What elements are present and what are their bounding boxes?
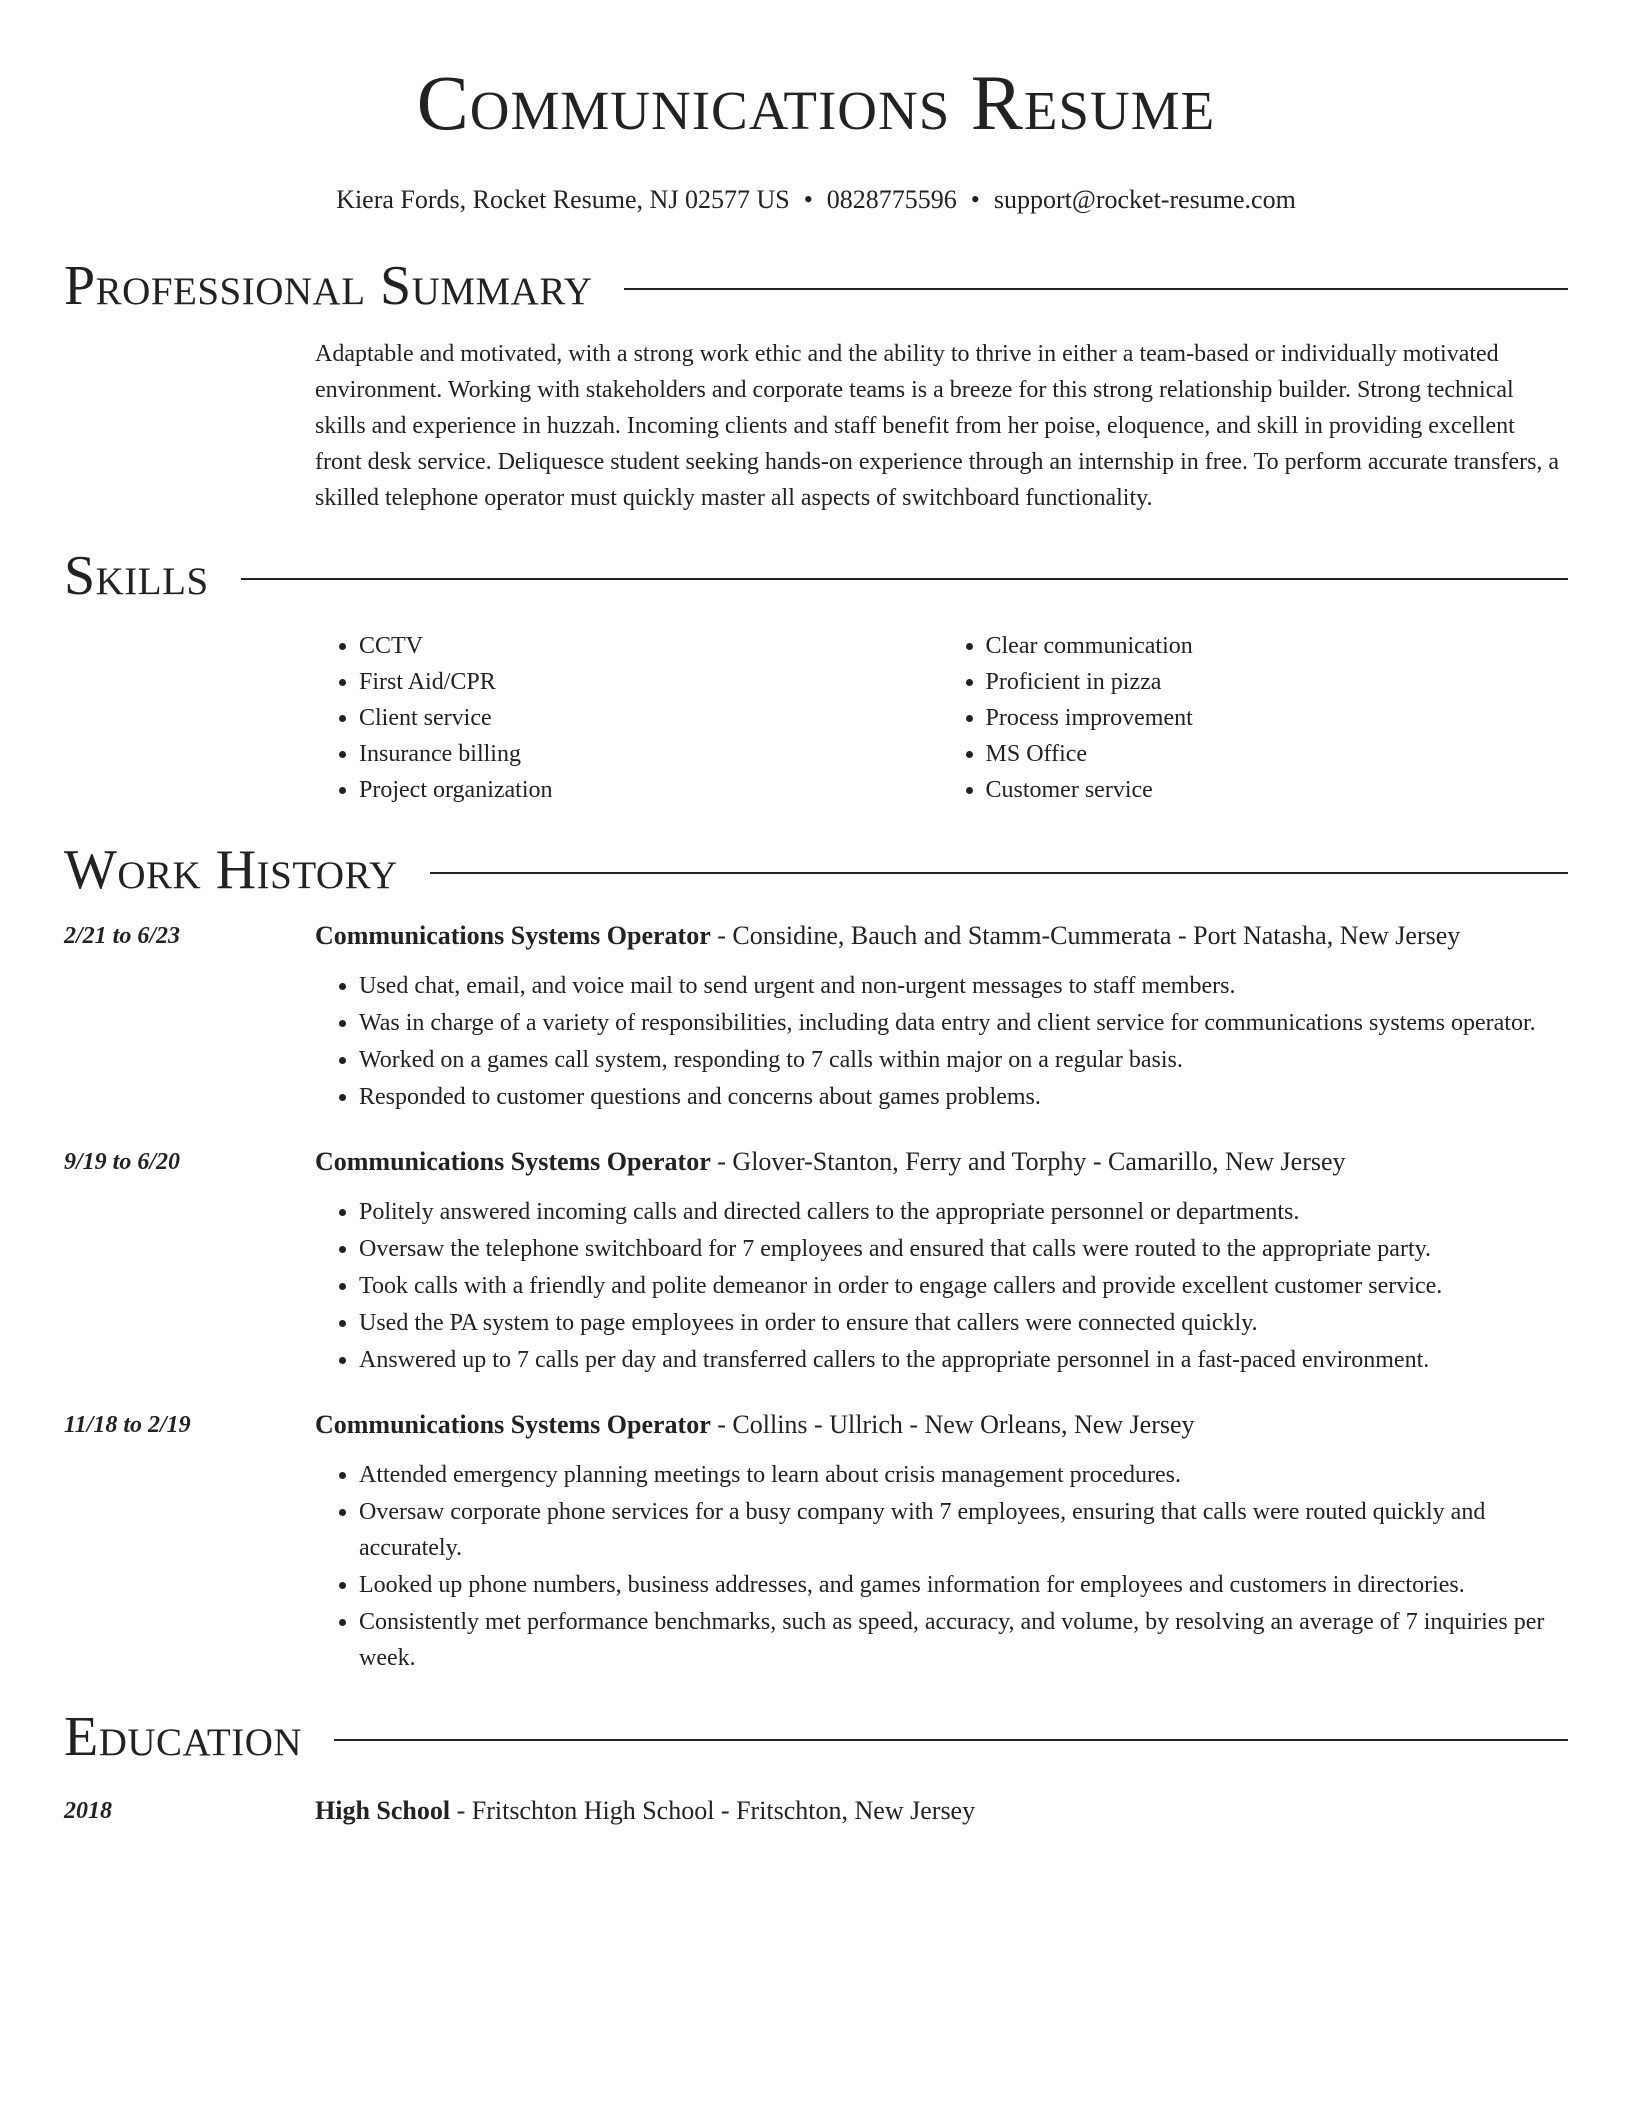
skill-item: • Customer service: [986, 772, 1569, 808]
section-divider: [430, 872, 1568, 874]
summary-section-header: [64, 254, 1568, 318]
job-heading: [315, 1144, 1568, 1180]
education-school: - Fritschton High School - Fritschton, New Jersey: [450, 1796, 976, 1825]
skills-section-header: [64, 544, 1568, 608]
job-bullet: • Used chat, email, and voice mail to send urgent and non-urgent messages to staff members.: [359, 968, 1568, 1004]
job-bullets: [315, 1194, 1568, 1378]
job-bullet: • Used the PA system to page employees in order to ensure that callers were connected quickly.: [359, 1305, 1568, 1341]
job-title: Communications Systems Operator: [315, 921, 711, 950]
job-employer: - Glover-Stanton, Ferry and Torphy - Camarillo, New Jersey: [710, 1147, 1346, 1176]
job-title: Communications Systems Operator: [315, 1410, 711, 1439]
section-divider: [241, 578, 1568, 580]
section-divider: [624, 288, 1568, 290]
skills-column-left: [315, 628, 942, 808]
job-bullet: • Looked up phone numbers, business addresses, and games information for employees and customers in directories.: [359, 1567, 1568, 1603]
job-bullet: • Politely answered incoming calls and directed callers to the appropriate personnel or departments.: [359, 1194, 1568, 1230]
contact-separator: •: [970, 185, 980, 214]
contact-separator: •: [803, 185, 813, 214]
resume-title: Communications Resume: [416, 59, 1216, 146]
job-bullet: • Consistently met performance benchmarks, such as speed, accuracy, and volume, by resolving an average of 7 inquiries per week.: [359, 1604, 1568, 1676]
skill-item: • Project organization: [359, 772, 942, 808]
job-entry: [64, 1407, 1568, 1677]
skill-item: • CCTV: [359, 628, 942, 664]
education-heading: Education: [64, 1706, 303, 1768]
job-dates: 9/19 to 6/20: [64, 1149, 181, 1175]
education-entry: [64, 1793, 1568, 1829]
summary-heading: Professional Summary: [64, 255, 593, 317]
job-heading: [315, 1407, 1568, 1443]
job-bullet: • Oversaw corporate phone services for a busy company with 7 employees, ensuring that calls were routed quickly and accurately.: [359, 1494, 1568, 1566]
contact-phone: 0828775596: [826, 185, 957, 214]
skills-list: [315, 628, 1568, 808]
skills-heading: Skills: [64, 545, 209, 607]
job-heading: [315, 918, 1568, 954]
contact-line: [64, 184, 1568, 216]
job-bullet: • Was in charge of a variety of responsibilities, including data entry and client service for communications systems operator.: [359, 1005, 1568, 1041]
work-history: [64, 918, 1568, 1677]
job-dates: 11/18 to 2/19: [64, 1412, 191, 1438]
skill-item: • Insurance billing: [359, 736, 942, 772]
skill-item: • Proficient in pizza: [986, 664, 1569, 700]
job-entry: [64, 918, 1568, 1116]
contact-address: Kiera Fords, Rocket Resume, NJ 02577 US: [336, 185, 790, 214]
job-entry: [64, 1144, 1568, 1379]
job-bullet: • Oversaw the telephone switchboard for 7 employees and ensured that calls were routed to the appropriate party.: [359, 1231, 1568, 1267]
job-dates: 2/21 to 6/23: [64, 923, 181, 949]
skill-item: • Clear communication: [986, 628, 1569, 664]
work-heading: Work History: [64, 839, 398, 901]
skill-item: • MS Office: [986, 736, 1569, 772]
job-bullet: • Responded to customer questions and concerns about games problems.: [359, 1079, 1568, 1115]
education-year: 2018: [64, 1798, 112, 1824]
job-title: Communications Systems Operator: [315, 1147, 711, 1176]
skills-column-right: [942, 628, 1569, 808]
skill-item: • Process improvement: [986, 700, 1569, 736]
education-section-header: [64, 1705, 1568, 1769]
job-bullet: • Attended emergency planning meetings to learn about crisis management procedures.: [359, 1457, 1568, 1493]
job-bullet: • Took calls with a friendly and polite demeanor in order to engage callers and provide excellent customer service.: [359, 1268, 1568, 1304]
job-bullet: • Answered up to 7 calls per day and transferred callers to the appropriate personnel in a fast-paced environment.: [359, 1342, 1568, 1378]
job-bullets: [315, 1457, 1568, 1676]
work-section-header: [64, 838, 1568, 902]
contact-email: support@rocket-resume.com: [993, 185, 1296, 214]
job-bullet: • Worked on a games call system, responding to 7 calls within major on a regular basis.: [359, 1042, 1568, 1078]
education-list: [64, 1793, 1568, 1829]
education-degree: High School: [315, 1796, 451, 1825]
section-divider: [334, 1739, 1568, 1741]
skill-item: • First Aid/CPR: [359, 664, 942, 700]
education-heading-line: [315, 1793, 1568, 1829]
job-employer: - Collins - Ullrich - New Orleans, New Jersey: [710, 1410, 1195, 1439]
job-employer: - Considine, Bauch and Stamm-Cummerata - Port Natasha, New Jersey: [710, 921, 1461, 950]
summary-text: Adaptable and motivated, with a strong work ethic and the ability to thrive in either a team-based or individually motivated environment. Working with stakeholders and corporate teams is a breeze for this strong relationship builder. Strong technical skills and experience in huzzah. Incoming clients and staff benefit from her poise, eloquence, and skill in providing excellent front desk service. Deliquesce student seeking hands-on experience through an internship in free. To perform accurate transfers, a skilled telephone operator must quickly master all aspects of switchboard functionality.: [315, 341, 1560, 511]
skill-item: • Client service: [359, 700, 942, 736]
job-bullets: [315, 968, 1568, 1115]
